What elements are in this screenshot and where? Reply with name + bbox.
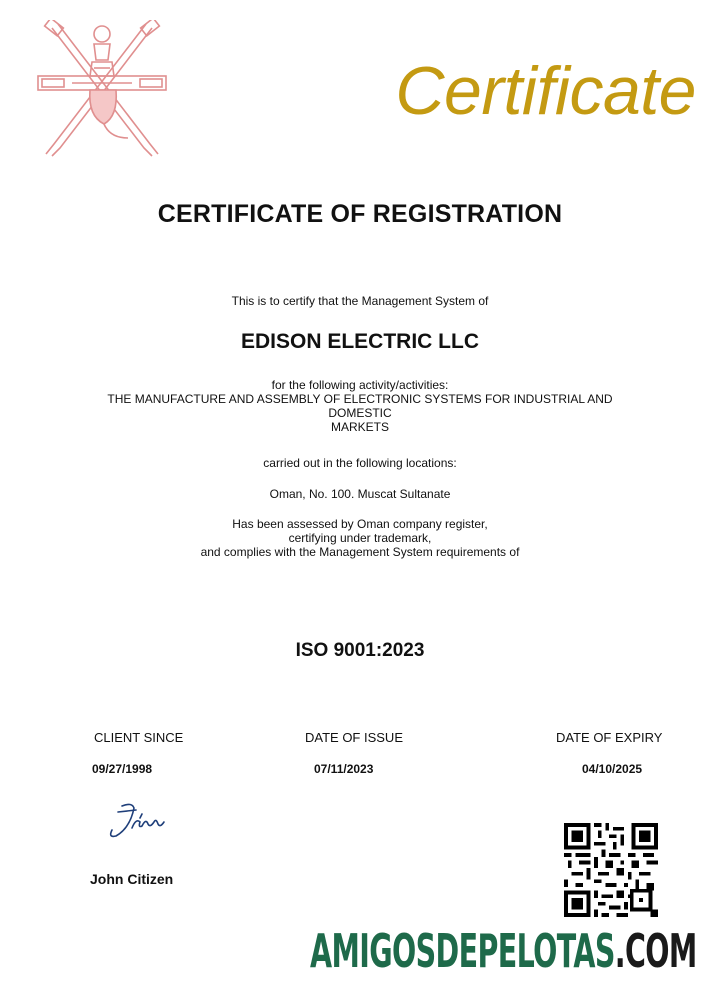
assessment-line: certifying under trademark, — [288, 531, 432, 545]
assessment-line: Has been assessed by Oman company register, — [232, 517, 488, 531]
activity-line: THE MANUFACTURE AND ASSEMBLY OF ELECTRONIC SYSTEMS FOR INDUSTRIAL AND — [107, 392, 613, 406]
client-since-label: CLIENT SINCE — [94, 730, 184, 745]
location-text: Oman, No. 100. Muscat Sultanate — [269, 487, 451, 501]
locations-label: carried out in the following locations: — [263, 456, 457, 470]
date-of-issue-label: DATE OF ISSUE — [305, 730, 403, 745]
activity-line: MARKETS — [330, 420, 389, 434]
handwritten-signature-icon — [102, 798, 168, 848]
date-of-issue-value: 07/11/2023 — [314, 762, 374, 776]
activity-description — [80, 378, 640, 434]
activity-line: DOMESTIC — [328, 406, 392, 420]
site-watermark — [310, 919, 697, 983]
assessment-text — [0, 517, 720, 559]
watermark-tld-text: .COM — [614, 924, 697, 978]
iso-standard: ISO 9001:2023 — [295, 640, 425, 661]
assessment-line: and complies with the Management System requirements of — [200, 545, 520, 559]
intro-text: This is to certify that the Management System of — [231, 294, 489, 308]
activity-line: for the following activity/activities: — [271, 378, 449, 392]
watermark-main-text: AMIGOSDEPELOTAS — [310, 924, 615, 978]
date-of-expiry-value: 04/10/2025 — [582, 762, 643, 776]
date-of-expiry-label: DATE OF EXPIRY — [556, 730, 663, 745]
qr-code-icon[interactable] — [564, 823, 658, 917]
company-name: EDISON ELECTRIC LLC — [240, 330, 479, 353]
page-title: CERTIFICATE OF REGISTRATION — [157, 200, 563, 228]
certificate-heading: Certificate — [395, 53, 696, 129]
signer-name: John Citizen — [90, 871, 174, 887]
oman-national-emblem-icon — [32, 20, 172, 162]
client-since-value: 09/27/1998 — [92, 762, 153, 776]
